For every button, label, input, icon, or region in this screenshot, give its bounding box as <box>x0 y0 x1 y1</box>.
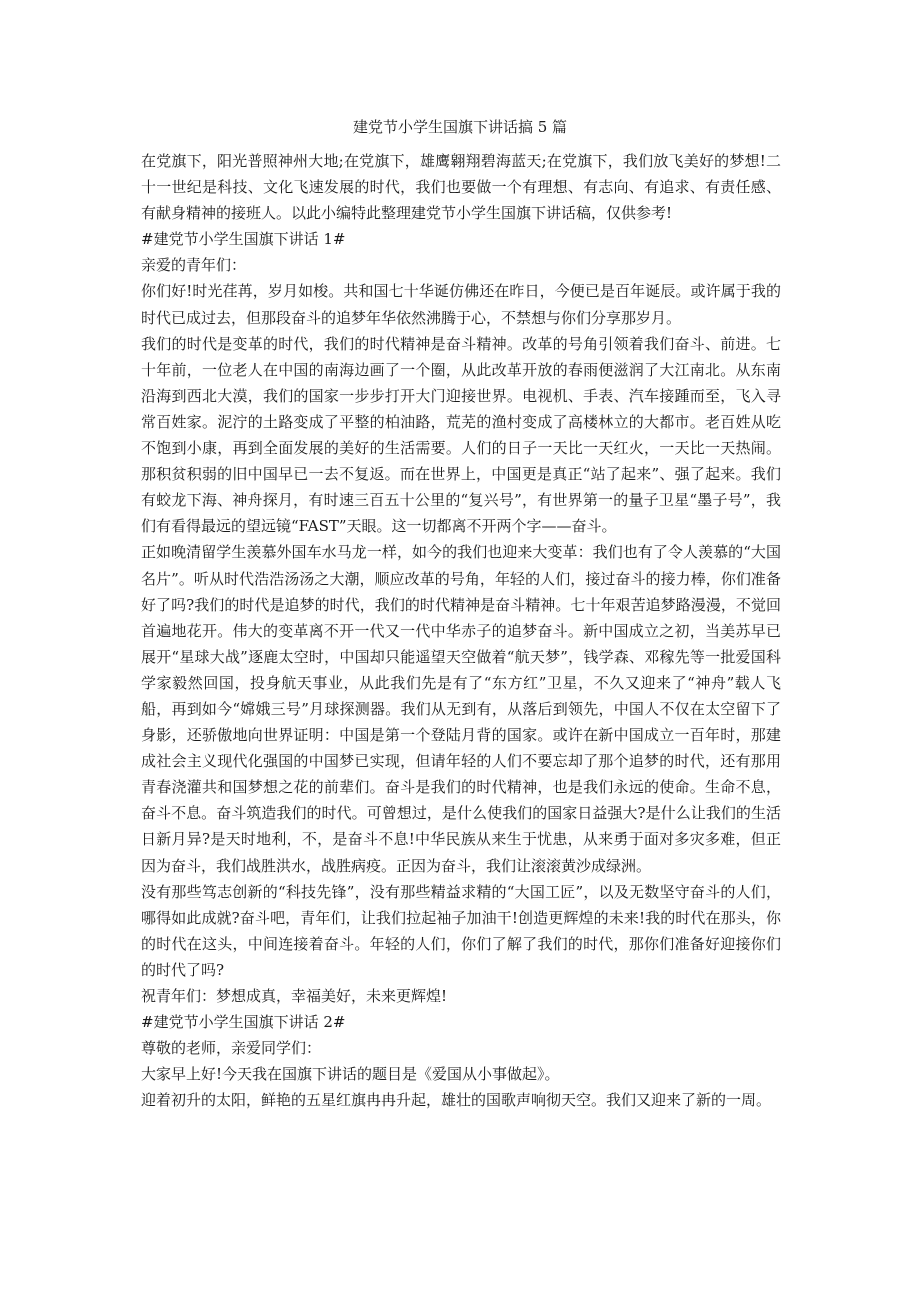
body-paragraph: 没有那些笃志创新的“科技先锋”，没有那些精益求精的“大国工匠”，以及无数坚守奋斗的人们，哪得如此成就?奋斗吧，青年们，让我们拉起袖子加油干!创造更辉煌的未来!我的时代在那头，你的时代在这头，中间连接着奋斗。年轻的人们，你们了解了我们的时代，那你们准备好迎接你们的时代了吗? <box>141 882 781 979</box>
section-heading-2: #建党节小学生国旗下讲话 2# <box>141 1013 346 1032</box>
salutation-2: 尊敬的老师，亲爱同学们： <box>141 1039 322 1058</box>
document-title: 建党节小学生国旗下讲话搞 5 篇 <box>352 118 568 136</box>
document-body <box>141 148 781 1113</box>
intro-paragraph: 在党旗下，阳光普照神州大地;在党旗下，雄鹰翱翔碧海蓝天;在党旗下，我们放飞美好的梦想!二十一世纪是科技、文化飞速发展的时代，我们也要做一个有理想、有志向、有追求、有责任感、有献身精神的接班人。以此小编特此整理建党节小学生国旗下讲话稿，仅供参考! <box>141 152 781 223</box>
closing-wish: 祝青年们：梦想成真，幸福美好，未来更辉煌! <box>141 987 448 1005</box>
body-paragraph: 我们的时代是变革的时代，我们的时代精神是奋斗精神。改革的号角引领着我们奋斗、前进。七十年前，一位老人在中国的南海边画了一个圈，从此改革开放的春雨便滋润了大江南北。从东南沿海到西北大漠，我们的国家一步步打开大门迎接世界。电视机、手表、汽车接踵而至，飞入寻常百姓家。泥泞的土路变成了平整的柏油路，荒芜的渔村变成了高楼林立的大都市。老百姓从吃不饱到小康，再到全面发展的美好的生活需要。人们的日子一天比一天红火，一天比一天热闹。那积贫积弱的旧中国早已一去不复返。而在世界上，中国更是真正“站了起来”、强了起来。我们有蛟龙下海、神舟探月，有时速三百五十公里的“复兴号”，有世界第一的量子卫星“墨子号”，我们有看得最远的望远镜“FAST”天眼。这一切都离不开两个字——奋斗。 <box>141 334 781 536</box>
body-paragraph: 你们好!时光荏苒，岁月如梭。共和国七十华诞仿佛还在昨日，今便已是百年诞辰。或许属于我的时代已成过去，但那段奋斗的追梦年华依然沸腾于心，不禁想与你们分享那岁月。 <box>141 282 781 327</box>
section-heading-1: #建党节小学生国旗下讲话 1# <box>141 230 346 249</box>
body-paragraph: 迎着初升的太阳，鲜艳的五星红旗冉冉升起，雄壮的国歌声响彻天空。我们又迎来了新的一周。 <box>141 1091 772 1110</box>
body-paragraph: 正如晚清留学生羡慕外国车水马龙一样，如今的我们也迎来大变革：我们也有了令人羡慕的“大国名片”。听从时代浩浩汤汤之大潮，顺应改革的号角，年轻的人们，接过奋斗的接力棒，你们准备好了吗?我们的时代是追梦的时代，我们的时代精神是奋斗精神。七十年艰苦追梦路漫漫，不觉回首遍地花开。伟大的变革离不开一代又一代中华赤子的追梦奋斗。新中国成立之初，当美苏早已展开“星球大战”逐鹿太空时，中国却只能遥望天空做着“航天梦”，钱学森、邓稼先等一批爱国科学家毅然回国，投身航天事业，从此我们先是有了“东方红”卫星，不久又迎来了“神舟”载人飞船，再到如今“嫦娥三号”月球探测器。我们从无到有，从落后到领先，中国人不仅在太空留下了身影，还骄傲地向世界证明：中国是第一个登陆月背的国家。或许在新中国成立一百年时，那建成社会主义现代化强国的中国梦已实现，但请年轻的人们不要忘却了那个追梦的时代，还有那用青春浇灌共和国梦想之花的前辈们。奋斗是我们的时代精神，也是我们永远的使命。生命不息，奋斗不息。奋斗筑造我们的时代。可曾想过，是什么使我们的国家日益强大?是什么让我们的生活日新月异?是天时地利，不，是奋斗不息!中华民族从来生于忧患，从来勇于面对多灾多难，但正因为奋斗，我们战胜洪水，战胜病疫。正因为奋斗，我们让滚滚黄沙成绿洲。 <box>141 543 781 875</box>
salutation-1: 亲爱的青年们： <box>141 256 247 275</box>
body-paragraph: 大家早上好!今天我在国旗下讲话的题目是《爱国从小事做起》。 <box>141 1065 560 1084</box>
